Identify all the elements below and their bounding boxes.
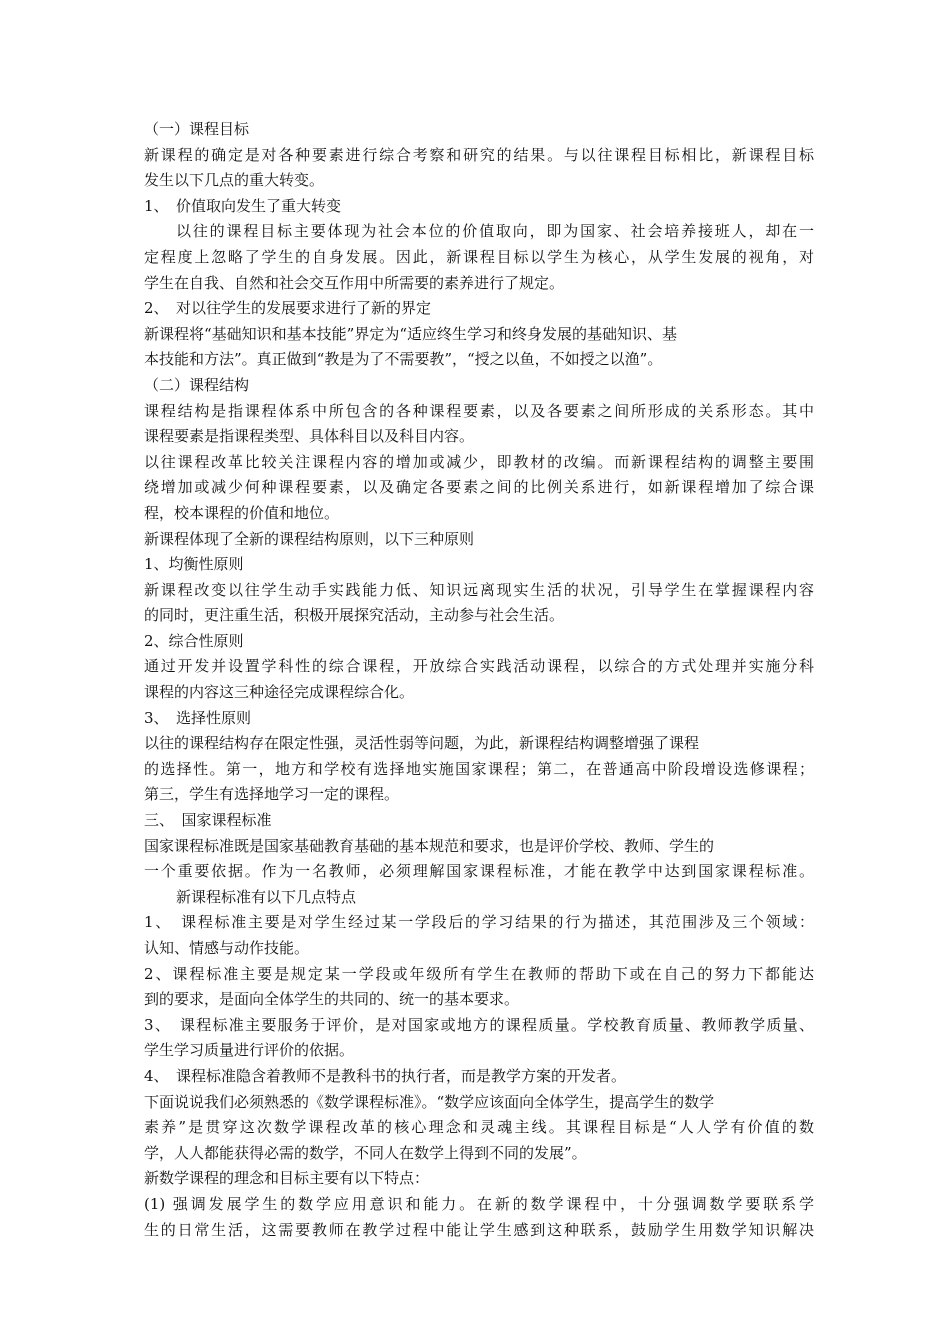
paragraph-line: 到的要求，是面向全体学生的共同的、统一的基本要求。 [144, 990, 520, 1009]
paragraph-line: 以往课程改革比较关注课程内容的增加或减少，即教材的改编。而新课程结构的调整主要围 [144, 452, 814, 471]
paragraph-line: 新课程体现了全新的课程结构原则，以下三种原则 [144, 529, 475, 548]
paragraph-line: 新课程的确定是对各种要素进行综合考察和研究的结果。与以往课程目标相比，新课程目标 [144, 145, 814, 164]
paragraph-line: 绕增加或减少何种课程要素，以及确定各要素之间的比例关系进行，如新课程增加了综合课 [144, 478, 814, 497]
section-heading-course-structure: （二）课程结构 [144, 375, 250, 394]
list-item-heading: 1、 价值取向发生了重大转变 [144, 196, 342, 215]
paragraph-line: 通过开发并设置学科性的综合课程，开放综合实践活动课程，以综合的方式处理并实施分科 [144, 657, 814, 676]
list-item: 2、课程标准主要是规定某一学段或年级所有学生在教师的帮助下或在自己的努力下都能达 [144, 964, 814, 983]
paragraph-line: 一个重要依据。作为一名教师，必须理解国家课程标准，才能在教学中达到国家课程标准。 [144, 862, 814, 881]
list-item-heading: 2、 对以往学生的发展要求进行了新的界定 [144, 299, 432, 318]
paragraph-line: 课程的内容这三种途径完成课程综合化。 [144, 683, 415, 702]
paragraph-line: 学，人人都能获得必需的数学，不同人在数学上得到不同的发展”。 [144, 1143, 587, 1162]
paragraph-line: 新课程改变以往学生动手实践能力低、知识远离现实生活的状况，引导学生在掌握课程内容 [144, 580, 814, 599]
paragraph-line: 生的日常生活，这需要教师在教学过程中能让学生感到这种联系，鼓励学生用数学知识解决 [144, 1220, 814, 1239]
paragraph-line: 课程结构是指课程体系中所包含的各种课程要素，以及各要素之间所形成的关系形态。其中 [144, 401, 814, 420]
section-heading-national-standard: 三、 国家课程标准 [144, 811, 272, 830]
paragraph-line: 学生学习质量进行评价的依据。 [144, 1041, 355, 1060]
paragraph-line: 以往的课程目标主要体现为社会本位的价值取向，即为国家、社会培养接班人，却在一 [176, 222, 814, 241]
paragraph-line: 的选择性。第一，地方和学校有选择地实施国家课程；第二，在普通高中阶段增设选修课程； [144, 759, 814, 778]
paragraph-line: 以往的课程结构存在限定性强，灵活性弱等问题，为此，新课程结构调整增强了课程 [144, 734, 700, 753]
paragraph-line: 课程要素是指课程类型、具体科目以及科目内容。 [144, 427, 475, 446]
paragraph-line: 定程度上忽略了学生的自身发展。因此，新课程目标以学生为核心，从学生发展的视角，对 [144, 247, 814, 266]
document-body [144, 117, 814, 1243]
paragraph-line: 学生在自我、自然和社会交互作用中所需要的素养进行了规定。 [144, 273, 565, 292]
paragraph-line: 新课程标准有以下几点特点 [176, 887, 357, 906]
list-item: 4、 课程标准隐含着教师不是教科书的执行者，而是教学方案的开发者。 [144, 1066, 627, 1085]
paragraph-line: 新数学课程的理念和目标主要有以下特点： [144, 1169, 430, 1188]
section-heading-course-goals: （一）课程目标 [144, 120, 250, 138]
paragraph-line: 程，校本课程的价值和地位。 [144, 503, 340, 522]
paragraph-line: 的同时，更注重生活，积极开展探究活动，主动参与社会生活。 [144, 606, 565, 625]
paragraph-line: 认知、情感与动作技能。 [144, 939, 310, 957]
paragraph-line: 发生以下几点的重大转变。 [144, 171, 325, 190]
paragraph-line: 下面说说我们必须熟悉的《数学课程标准》。“数学应该面向全体学生，提高学生的数学 [144, 1092, 715, 1111]
list-item: 1、 课程标准主要是对学生经过某一学段后的学习结果的行为描述，其范围涉及三个领域： [144, 913, 814, 932]
paragraph-line: 本技能和方法”。真正做到“教是为了不需要教”，“授之以鱼，不如授之以渔”。 [144, 350, 663, 369]
list-item-heading: 1、均衡性原则 [144, 555, 244, 574]
list-item-heading: 2、综合性原则 [144, 631, 244, 650]
paragraph-line: 新课程将“基础知识和基本技能”界定为“适应终生学习和终身发展的基础知识、基 [144, 324, 678, 343]
list-item-heading: 3、 选择性原则 [144, 708, 252, 727]
paragraph-line: 第三，学生有选择地学习一定的课程。 [144, 785, 400, 804]
list-item: 3、 课程标准主要服务于评价，是对国家或地方的课程质量。学校教育质量、教师教学质量、 [144, 1015, 814, 1034]
paragraph-line: 国家课程标准既是国家基础教育基础的基本规范和要求，也是评价学校、教师、学生的 [144, 836, 715, 855]
list-item: (1) 强调发展学生的数学应用意识和能力。在新的数学课程中，十分强调数学要联系学 [144, 1194, 814, 1213]
paragraph-line: 素养”是贯穿这次数学课程改革的核心理念和灵魂主线。其课程目标是“人人学有价值的数 [144, 1118, 814, 1137]
